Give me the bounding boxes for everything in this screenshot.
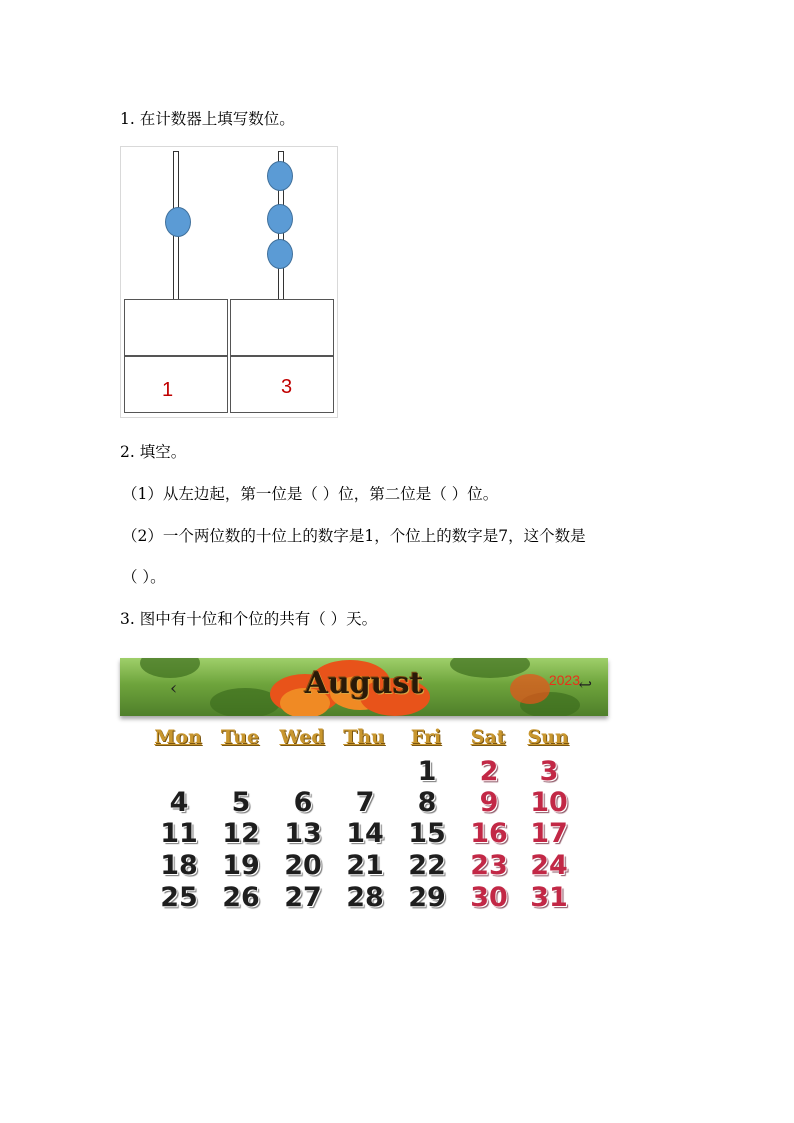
- calendar-day: 20: [284, 850, 322, 881]
- calendar-day: 9: [479, 787, 499, 818]
- tens-digit: 1: [162, 379, 174, 401]
- calendar-day: 23: [470, 850, 508, 881]
- calendar-day: 21: [346, 850, 384, 881]
- calendar-day: 10: [530, 787, 568, 818]
- calendar-day: 3: [539, 756, 559, 787]
- question-2: 2. 填空。: [120, 443, 187, 461]
- weekday-label: Sat: [470, 726, 506, 748]
- ones-bead: [267, 239, 293, 269]
- calendar-day: 4: [169, 787, 189, 818]
- tens-place-box[interactable]: [124, 299, 228, 356]
- ones-bead: [267, 161, 293, 191]
- weekday-label: Tue: [220, 726, 260, 748]
- calendar-day: 11: [160, 818, 198, 849]
- question-1: 1. 在计数器上填写数位。: [120, 110, 295, 128]
- chevron-left-icon[interactable]: ‹: [170, 678, 178, 699]
- calendar-day: 6: [293, 787, 313, 818]
- calendar-day: 25: [160, 882, 198, 913]
- calendar-banner: [120, 658, 608, 716]
- question-2-2-answer: （ ）。: [122, 568, 166, 586]
- calendar-day: 12: [222, 818, 260, 849]
- ones-digit: 3: [281, 376, 293, 398]
- question-2-1: （1）从左边起，第一位是（ ）位，第二位是（ ）位。: [122, 485, 499, 503]
- calendar-day: 27: [284, 882, 322, 913]
- calendar-day: 19: [222, 850, 260, 881]
- question-3: 3. 图中有十位和个位的共有（ ）天。: [120, 610, 378, 628]
- calendar-year: 2023: [548, 672, 580, 688]
- calendar-day: 29: [408, 882, 446, 913]
- calendar-day: 5: [231, 787, 251, 818]
- calendar-day: 7: [355, 787, 375, 818]
- calendar-day: 16: [470, 818, 508, 849]
- calendar-day: 31: [530, 882, 568, 913]
- question-2-2: （2）一个两位数的十位上的数字是1，个位上的数字是7，这个数是: [122, 527, 586, 545]
- calendar-day: 26: [222, 882, 260, 913]
- calendar-image: [120, 658, 608, 918]
- weekday-label: Mon: [154, 726, 202, 748]
- ones-bead: [267, 204, 293, 234]
- calendar-month: August: [304, 666, 424, 701]
- calendar-day: 2: [479, 756, 499, 787]
- calendar-day: 18: [160, 850, 198, 881]
- weekday-label: Wed: [279, 726, 325, 748]
- weekday-label: Thu: [343, 726, 385, 748]
- calendar-day: 8: [417, 787, 437, 818]
- weekday-label: Sun: [527, 726, 569, 748]
- calendar-day: 13: [284, 818, 322, 849]
- tens-bead: [165, 207, 191, 237]
- arrow-right-icon[interactable]: ↩: [578, 675, 592, 694]
- abacus-figure: [120, 146, 338, 418]
- tens-digit-box: [124, 356, 228, 413]
- calendar-day: 30: [470, 882, 508, 913]
- calendar-day: 14: [346, 818, 384, 849]
- weekday-label: Fri: [410, 726, 442, 748]
- ones-place-box[interactable]: [230, 299, 334, 356]
- calendar-day: 17: [530, 818, 568, 849]
- calendar-day: 24: [530, 850, 568, 881]
- calendar-day: 15: [408, 818, 446, 849]
- calendar-day: 28: [346, 882, 384, 913]
- calendar-day: 22: [408, 850, 446, 881]
- calendar-day: 1: [417, 756, 437, 787]
